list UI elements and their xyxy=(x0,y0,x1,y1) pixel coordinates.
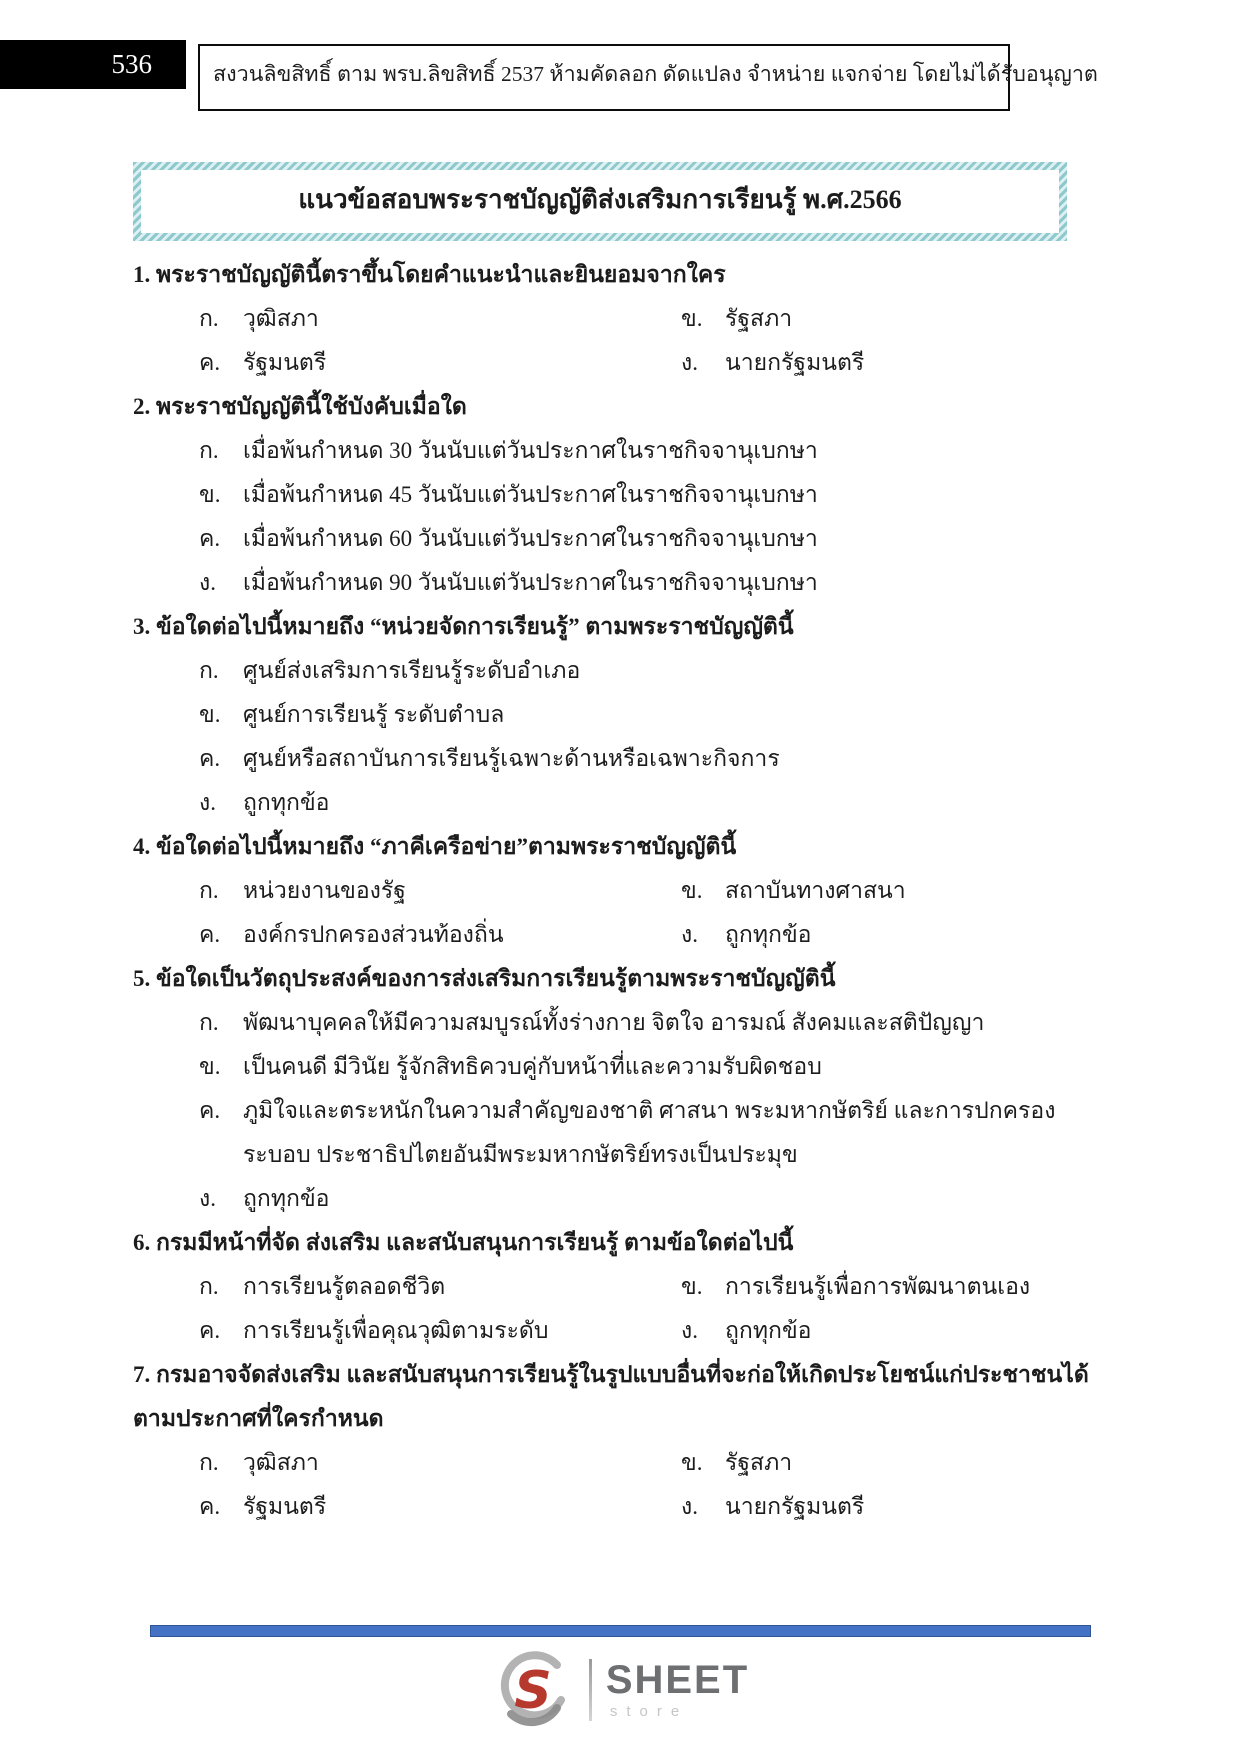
answer-option-5-3 xyxy=(133,1089,1110,1177)
question-number: 6. xyxy=(133,1230,151,1255)
option-label: ง. xyxy=(681,1494,698,1519)
footer-divider-rule xyxy=(150,1625,1091,1637)
option-text: ถูกทุกข้อ xyxy=(725,922,812,947)
option-text: รัฐมนตรี xyxy=(243,350,327,375)
option-text: วุฒิสภา xyxy=(243,1450,319,1475)
option-text: นายกรัฐมนตรี xyxy=(725,350,865,375)
option-label: ก. xyxy=(199,1010,219,1035)
option-text: ถูกทุกข้อ xyxy=(725,1318,812,1343)
question-number: 1. xyxy=(133,262,151,287)
question-heading xyxy=(133,1353,1110,1441)
answer-option-2-4 xyxy=(133,561,1110,605)
option-text: การเรียนรู้ตลอดชีวิต xyxy=(243,1274,446,1299)
question-text: ข้อใดต่อไปนี้หมายถึง “หน่วยจัดการเรียนรู้” ตามพระราชบัญญัตินี้ xyxy=(156,614,794,639)
question-options xyxy=(133,1265,1110,1353)
question-text: ข้อใดเป็นวัตถุประสงค์ของการส่งเสริมการเรียนรู้ตามพระราชบัญญัตินี้ xyxy=(156,966,836,991)
option-label: ค. xyxy=(199,526,221,551)
sheet-store-logo xyxy=(0,1648,1240,1732)
question-number: 7. xyxy=(133,1362,151,1387)
copyright-notice-box xyxy=(198,44,1098,111)
answer-option-5-4 xyxy=(133,1177,1110,1221)
answer-option-3-1 xyxy=(133,649,1110,693)
option-text: ศูนย์หรือสถาบันการเรียนรู้เฉพาะด้านหรือเฉพาะกิจการ xyxy=(243,746,780,771)
answer-option-1-4 xyxy=(615,341,1110,385)
option-text: ถูกทุกข้อ xyxy=(243,790,330,815)
option-label: ข. xyxy=(681,1274,703,1299)
answer-option-2-1 xyxy=(133,429,1110,473)
answer-option-6-2 xyxy=(615,1265,1110,1309)
option-text: เมื่อพ้นกำหนด 90 วันนับแต่วันประกาศในราชกิจจานุเบกษา xyxy=(243,570,818,595)
option-label: ง. xyxy=(681,922,698,947)
option-label: ก. xyxy=(199,878,219,903)
answer-option-4-4 xyxy=(615,913,1110,957)
option-label: ค. xyxy=(199,350,221,375)
answer-option-6-3 xyxy=(133,1309,615,1353)
option-label: ค. xyxy=(199,1318,221,1343)
answer-option-3-4 xyxy=(133,781,1110,825)
option-text: เมื่อพ้นกำหนด 45 วันนับแต่วันประกาศในราชกิจจานุเบกษา xyxy=(243,482,818,507)
logo-sub-text: store xyxy=(609,1703,689,1720)
question-number: 5. xyxy=(133,966,151,991)
option-text: องค์กรปกครองส่วนท้องถิ่น xyxy=(243,922,504,947)
question xyxy=(133,957,1110,1221)
option-text: เป็นคนดี มีวินัย รู้จักสิทธิควบคู่กับหน้าที่และความรับผิดชอบ xyxy=(243,1054,822,1079)
option-label: ค. xyxy=(199,746,221,771)
question xyxy=(133,825,1110,957)
option-label: ข. xyxy=(681,1450,703,1475)
answer-option-6-1 xyxy=(133,1265,615,1309)
logo-brand-text: SHEET xyxy=(605,1658,750,1702)
option-text: รัฐสภา xyxy=(725,306,793,331)
option-label: ก. xyxy=(199,658,219,683)
option-label: ง. xyxy=(681,350,698,375)
option-label: ง. xyxy=(199,1186,216,1211)
option-label: ก. xyxy=(199,1274,219,1299)
option-text: รัฐมนตรี xyxy=(243,1494,327,1519)
question-options xyxy=(133,297,1110,385)
question-options xyxy=(133,649,1110,825)
page-number-box xyxy=(0,40,186,89)
option-label: ก. xyxy=(199,1450,219,1475)
option-text: ภูมิใจและตระหนักในความสำคัญของชาติ ศาสนา พระมหากษัตริย์ และการปกครองระบอบ ประชาธิปไตยอันมีพระมหากษัตริย์ทรงเป็นประมุข xyxy=(243,1098,1056,1167)
answer-option-1-2 xyxy=(615,297,1110,341)
option-label: ข. xyxy=(199,702,221,727)
page-number: 536 xyxy=(111,49,152,79)
question-heading xyxy=(133,253,1110,297)
option-text: วุฒิสภา xyxy=(243,306,319,331)
question-text: กรมอาจจัดส่งเสริม และสนับสนุนการเรียนรู้ในรูปแบบอื่นที่จะก่อให้เกิดประโยชน์แก่ประชาชนได้ ตามประกาศที่ใครกำหนด xyxy=(133,1362,1089,1431)
option-label: ค. xyxy=(199,922,221,947)
exam-title-box xyxy=(133,162,1067,241)
svg-text:S: S xyxy=(514,1661,552,1721)
answer-option-4-3 xyxy=(133,913,615,957)
answer-option-7-1 xyxy=(133,1441,615,1485)
question-heading xyxy=(133,957,1110,1001)
option-text: พัฒนาบุคคลให้มีความสมบูรณ์ทั้งร่างกาย จิตใจ อารมณ์ สังคมและสติปัญญา xyxy=(243,1010,985,1035)
question xyxy=(133,385,1110,605)
exam-title: แนวข้อสอบพระราชบัญญัติส่งเสริมการเรียนรู้ พ.ศ.2566 xyxy=(141,170,1059,233)
answer-option-2-3 xyxy=(133,517,1110,561)
question-number: 3. xyxy=(133,614,151,639)
option-text: หน่วยงานของรัฐ xyxy=(243,878,406,903)
answer-option-3-3 xyxy=(133,737,1110,781)
question xyxy=(133,1353,1110,1529)
question-text: ข้อใดต่อไปนี้หมายถึง “ภาคีเครือข่าย”ตามพระราชบัญญัตินี้ xyxy=(156,834,737,859)
question-number: 4. xyxy=(133,834,151,859)
question xyxy=(133,1221,1110,1353)
question xyxy=(133,253,1110,385)
option-label: ง. xyxy=(199,570,216,595)
question-heading xyxy=(133,1221,1110,1265)
question-options xyxy=(133,1441,1110,1529)
option-text: ศูนย์ส่งเสริมการเรียนรู้ระดับอำเภอ xyxy=(243,658,581,683)
answer-option-1-3 xyxy=(133,341,615,385)
answer-option-7-4 xyxy=(615,1485,1110,1529)
option-label: ข. xyxy=(199,1054,221,1079)
sheet-store-s-icon xyxy=(491,1648,575,1732)
questions-list xyxy=(133,253,1110,1529)
question-number: 2. xyxy=(133,394,151,419)
option-label: ง. xyxy=(681,1318,698,1343)
question-text: พระราชบัญญัตินี้ใช้บังคับเมื่อใด xyxy=(156,394,467,419)
option-text: รัฐสภา xyxy=(725,1450,793,1475)
option-label: ง. xyxy=(199,790,216,815)
answer-option-1-1 xyxy=(133,297,615,341)
copyright-notice: สงวนลิขสิทธิ์ ตาม พรบ.ลิขสิทธิ์ 2537 ห้ามคัดลอก ดัดแปลง จำหน่าย แจกจ่าย โดยไม่ได้รับอนุญาต xyxy=(213,61,1098,86)
answer-option-3-2 xyxy=(133,693,1110,737)
option-text: เมื่อพ้นกำหนด 30 วันนับแต่วันประกาศในราชกิจจานุเบกษา xyxy=(243,438,818,463)
answer-option-2-2 xyxy=(133,473,1110,517)
option-text: ถูกทุกข้อ xyxy=(243,1186,330,1211)
logo-divider xyxy=(589,1659,592,1721)
option-text: ศูนย์การเรียนรู้ ระดับตำบล xyxy=(243,702,505,727)
answer-option-5-1 xyxy=(133,1001,1110,1045)
option-text: การเรียนรู้เพื่อคุณวุฒิตามระดับ xyxy=(243,1318,549,1343)
question-heading xyxy=(133,385,1110,429)
option-label: ข. xyxy=(681,306,703,331)
question-heading xyxy=(133,605,1110,649)
answer-option-7-3 xyxy=(133,1485,615,1529)
question-options xyxy=(133,869,1110,957)
question-options xyxy=(133,1001,1110,1221)
question-options xyxy=(133,429,1110,605)
option-text: การเรียนรู้เพื่อการพัฒนาตนเอง xyxy=(725,1274,1031,1299)
question-text: พระราชบัญญัตินี้ตราขึ้นโดยคำแนะนำและยินยอมจากใคร xyxy=(156,262,726,287)
option-label: ค. xyxy=(199,1098,221,1123)
option-text: นายกรัฐมนตรี xyxy=(725,1494,865,1519)
logo-text-column xyxy=(606,1660,749,1720)
question xyxy=(133,605,1110,825)
answer-option-4-1 xyxy=(133,869,615,913)
option-text: สถาบันทางศาสนา xyxy=(725,878,906,903)
answer-option-5-2 xyxy=(133,1045,1110,1089)
option-label: ข. xyxy=(199,482,221,507)
option-text: เมื่อพ้นกำหนด 60 วันนับแต่วันประกาศในราชกิจจานุเบกษา xyxy=(243,526,818,551)
answer-option-4-2 xyxy=(615,869,1110,913)
question-text: กรมมีหน้าที่จัด ส่งเสริม และสนับสนุนการเรียนรู้ ตามข้อใดต่อไปนี้ xyxy=(156,1230,794,1255)
option-label: ค. xyxy=(199,1494,221,1519)
answer-option-6-4 xyxy=(615,1309,1110,1353)
question-heading xyxy=(133,825,1110,869)
option-label: ก. xyxy=(199,438,219,463)
option-label: ก. xyxy=(199,306,219,331)
answer-option-7-2 xyxy=(615,1441,1110,1485)
option-label: ข. xyxy=(681,878,703,903)
